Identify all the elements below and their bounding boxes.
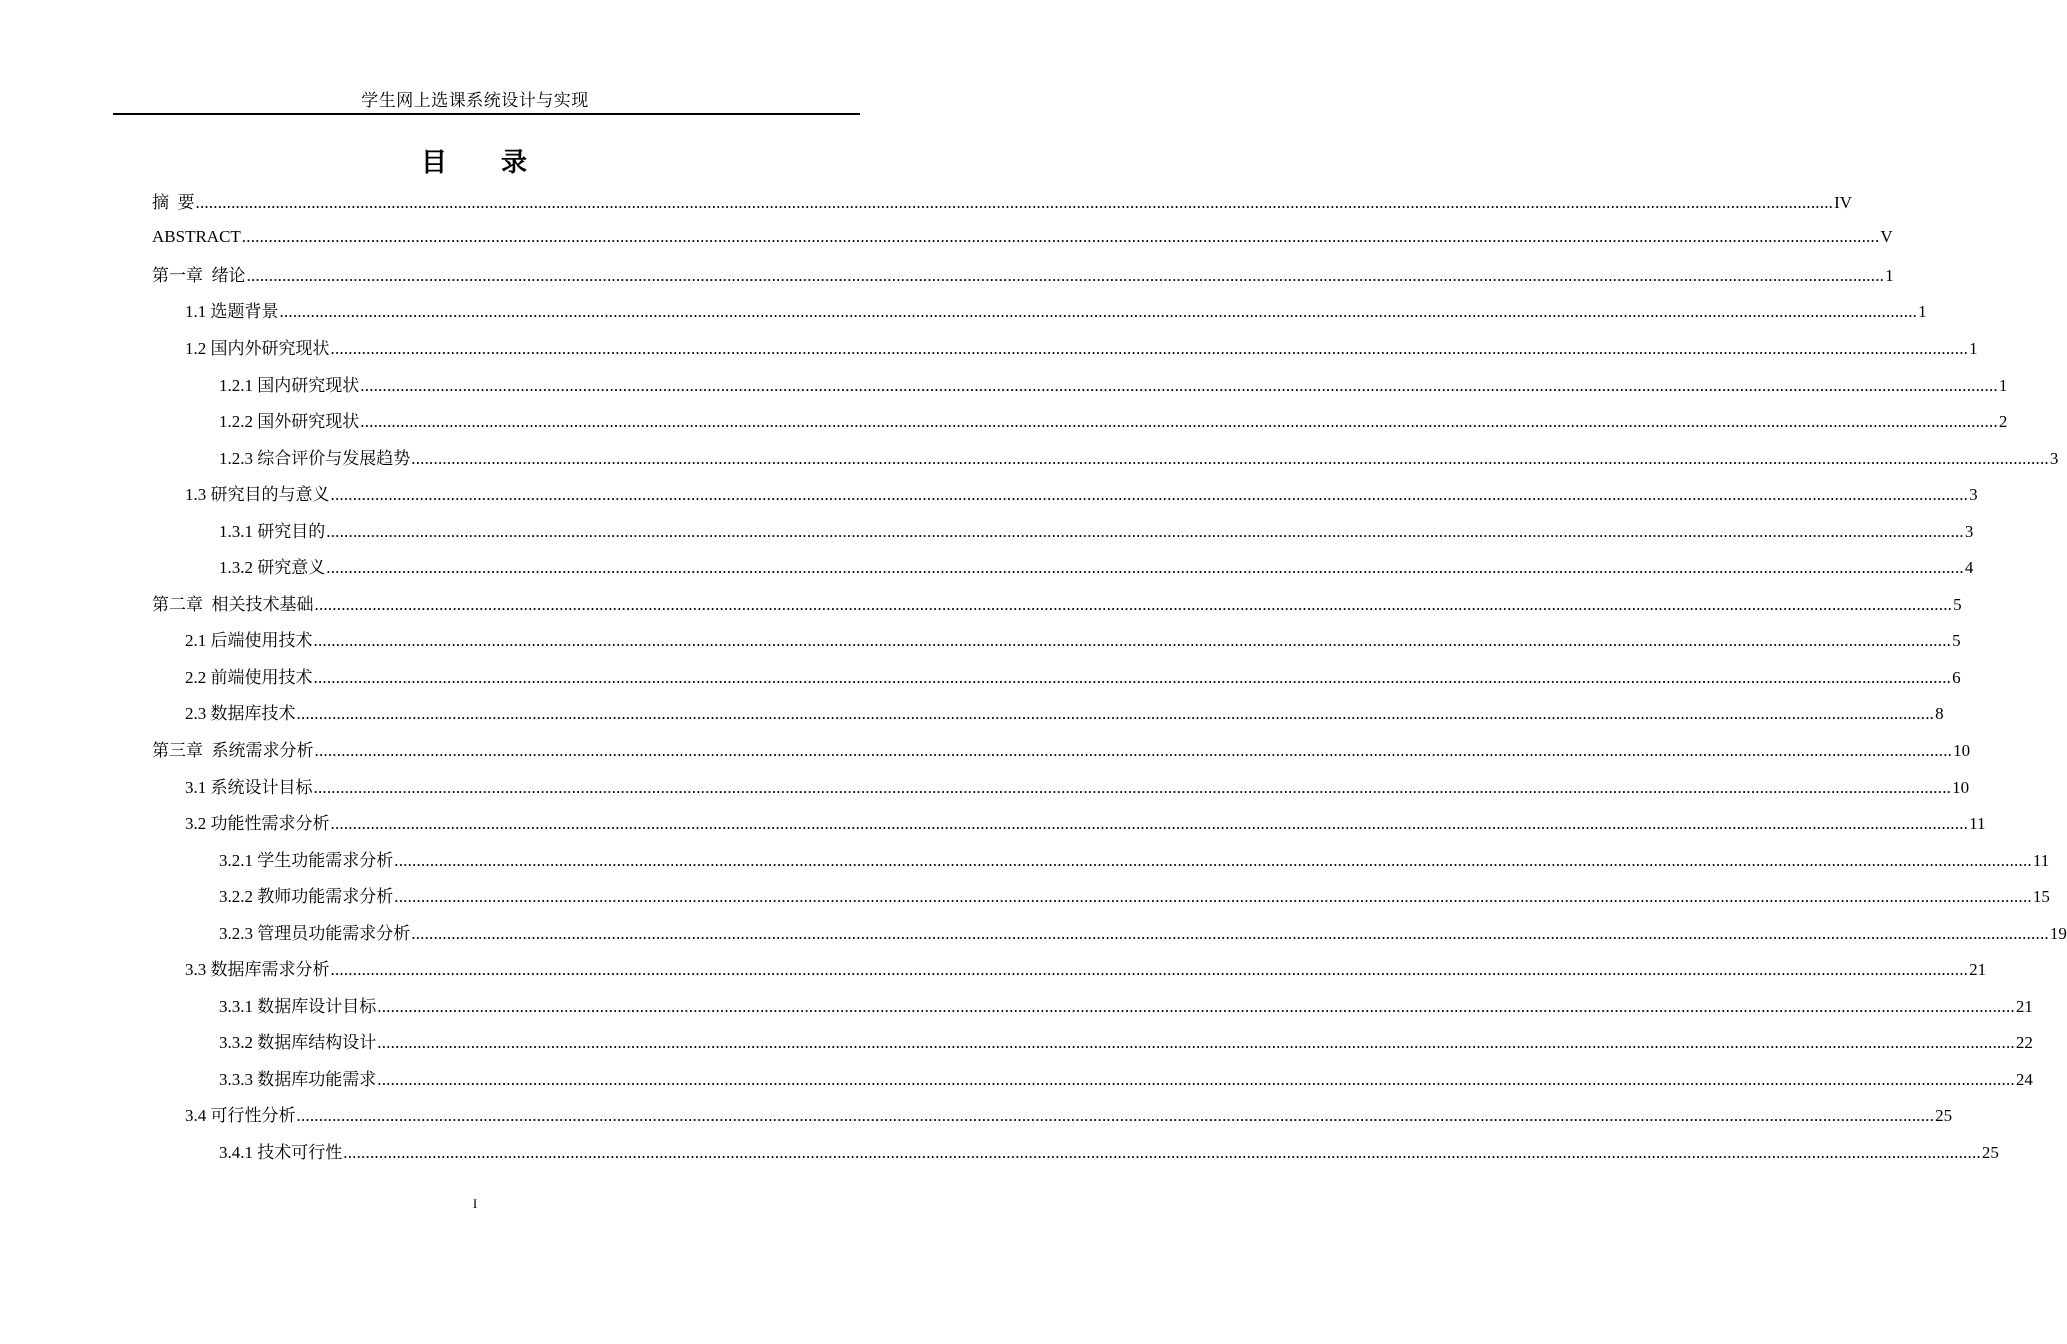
toc-entry-title: 第一章 绪论 [152,265,246,285]
toc-entry-line [185,334,1978,359]
page-number: I [472,1196,478,1211]
toc-entry-page: 10 [1953,740,1971,760]
toc-entry[interactable] [0,255,1894,292]
toc-entry[interactable] [0,1132,1999,1169]
toc-dot-leader [377,1033,2015,1053]
toc-entry[interactable] [0,438,2059,475]
toc-entry[interactable] [0,182,1853,219]
toc-entry-title: 摘 要 [152,192,195,212]
toc-entry-line [219,846,2049,871]
toc-entry-line [185,480,1978,505]
toc-entry[interactable] [0,876,2050,913]
toc-entry-line [185,809,1985,834]
toc-entry-page: 1 [1998,375,2008,395]
toc-entry-line [219,444,2058,469]
toc-entry-title: 1.2.3 综合评价与发展趋势 [219,448,411,468]
toc-dot-leader [314,778,1952,798]
toc-dot-leader [411,924,2049,944]
toc-entry-page: 21 [2015,996,2033,1016]
toc-entry-line [219,517,1973,542]
toc-entry-title: 2.3 数据库技术 [185,704,296,724]
toc-entry[interactable] [0,365,2008,402]
toc-entry-line [219,371,2007,396]
toc-entry-page: 3 [1969,485,1978,505]
toc-entry-page: 21 [1969,960,1987,980]
toc-entry[interactable] [0,767,1970,804]
toc-entry-title: 3.2.1 学生功能需求分析 [219,850,394,870]
toc-entry[interactable] [0,292,1927,329]
toc-list [0,182,2067,1169]
toc-entry-line [185,699,1944,724]
toc-dot-leader [331,485,1969,505]
toc-entry-line [219,1028,2033,1053]
toc-dot-leader [360,376,1998,396]
toc-entry-page: 11 [2032,850,2050,870]
toc-entry-title: 3.1 系统设计目标 [185,777,313,797]
toc-entry-page: 8 [1935,704,1944,724]
toc-dot-leader [315,741,1953,761]
toc-entry-title: 3.2.3 管理员功能需求分析 [219,923,411,943]
toc-entry-page: 2 [1998,412,2008,432]
toc-entry-line [152,736,1970,761]
toc-entry-title: 1.3 研究目的与意义 [185,485,330,505]
toc-entry-line [219,1138,1999,1163]
toc-entry[interactable] [0,913,2067,950]
toc-entry[interactable] [0,219,1893,256]
toc-dot-leader [411,449,2049,469]
toc-dot-leader [326,522,1964,542]
toc-entry-page: 4 [1964,558,1974,578]
toc-entry[interactable] [0,511,1974,548]
toc-entry-line [185,773,1969,798]
toc-entry-page: 5 [1952,631,1961,651]
toc-entry[interactable] [0,474,1978,511]
toc-dot-leader [315,595,1953,615]
toc-entry-page: V [1880,226,1893,246]
toc-entry-page: 3 [1964,521,1974,541]
toc-entry-page: 11 [1969,814,1986,834]
toc-entry-title: 第二章 相关技术基础 [152,594,314,614]
toc-entry[interactable] [0,803,1986,840]
toc-entry[interactable] [0,401,2008,438]
toc-entry-page: 25 [1935,1106,1953,1126]
toc-entry-title: 2.2 前端使用技术 [185,667,313,687]
toc-entry[interactable] [0,1059,2033,1096]
toc-heading-left: 目 [420,148,449,177]
toc-entry-page: 25 [1981,1142,1999,1162]
toc-dot-leader [394,851,2032,871]
toc-dot-leader [297,704,1935,724]
toc-dot-leader [247,266,1885,286]
toc-entry-page: 10 [1952,777,1970,797]
toc-entry-line [219,919,2067,944]
toc-entry-title: 3.2 功能性需求分析 [185,814,330,834]
toc-entry-line [185,663,1961,688]
toc-dot-leader [331,339,1969,359]
toc-entry-line [185,626,1961,651]
running-header-title: 学生网上选课系统设计与实现 [361,91,589,110]
toc-dot-leader [377,1070,2015,1090]
toc-dot-leader [196,193,1834,213]
toc-entry[interactable] [0,547,1974,584]
toc-entry-title: 1.3.2 研究意义 [219,558,326,578]
toc-dot-leader [314,631,1952,651]
toc-dot-leader [377,997,2015,1017]
toc-entry-title: 1.2.2 国外研究现状 [219,412,360,432]
toc-entry-line [219,992,2033,1017]
toc-entry-title: 1.2.1 国内研究现状 [219,375,360,395]
toc-entry-title: 2.1 后端使用技术 [185,631,313,651]
toc-entry-page: 6 [1952,667,1961,687]
toc-entry-title: 3.3.1 数据库设计目标 [219,996,377,1016]
toc-entry-title: 3.3.2 数据库结构设计 [219,1033,377,1053]
toc-entry-line [185,1101,1952,1126]
toc-entry[interactable] [0,949,1987,986]
toc-entry-page: 1 [1969,338,1978,358]
toc-entry-line [152,261,1894,286]
toc-dot-leader [242,227,1880,247]
toc-entry-page: 1 [1918,302,1927,322]
toc-entry-page: 22 [2015,1033,2033,1053]
toc-entry-title: 3.3.3 数据库功能需求 [219,1069,377,1089]
toc-entry-line [185,297,1927,322]
toc-entry[interactable] [0,986,2033,1023]
toc-entry-title: 3.4.1 技术可行性 [219,1142,343,1162]
toc-dot-leader [314,668,1952,688]
toc-dot-leader [326,558,1964,578]
toc-entry-title: 3.2.2 教师功能需求分析 [219,887,394,907]
toc-entry[interactable] [0,621,1961,658]
toc-entry-title: 第三章 系统需求分析 [152,740,314,760]
toc-entry-page: 3 [2049,448,2059,468]
toc-entry-title: 1.3.1 研究目的 [219,521,326,541]
toc-heading-right: 录 [501,148,530,177]
toc-dot-leader [331,960,1969,980]
toc-entry[interactable] [0,694,1944,731]
toc-entry[interactable] [0,657,1961,694]
toc-dot-leader [343,1143,1981,1163]
toc-entry-line [219,1065,2033,1090]
toc-entry-line [219,407,2007,432]
toc-entry-title: 1.2 国内外研究现状 [185,338,330,358]
toc-entry-page: 24 [2015,1069,2033,1089]
toc-entry-line [152,227,1893,247]
toc-entry-line [185,955,1986,980]
toc-entry-line [152,590,1962,615]
toc-entry-title: 3.3 数据库需求分析 [185,960,330,980]
toc-entry[interactable] [0,1096,1953,1133]
toc-entry[interactable] [0,1023,2033,1060]
toc-entry-page: 15 [2032,887,2050,907]
toc-entry-title: 1.1 选题背景 [185,302,279,322]
toc-heading [0,146,950,180]
toc-dot-leader [280,302,1918,322]
toc-entry[interactable] [0,584,1962,621]
toc-entry-line [219,553,1973,578]
toc-entry-line [219,882,2050,907]
toc-entry-title: ABSTRACT [152,226,241,246]
toc-entry-page: 5 [1953,594,1962,614]
toc-entry[interactable] [0,730,1971,767]
toc-entry-line [152,188,1852,213]
toc-entry-page: 19 [2049,923,2067,943]
toc-entry-title: 3.4 可行性分析 [185,1106,296,1126]
toc-dot-leader [297,1106,1935,1126]
toc-dot-leader [394,887,2032,907]
toc-entry-page: 1 [1885,265,1894,285]
toc-dot-leader [360,412,1998,432]
toc-entry[interactable] [0,840,2050,877]
toc-entry[interactable] [0,328,1978,365]
toc-entry-page: IV [1834,192,1853,212]
toc-dot-leader [331,814,1969,834]
header-rule [113,113,860,115]
